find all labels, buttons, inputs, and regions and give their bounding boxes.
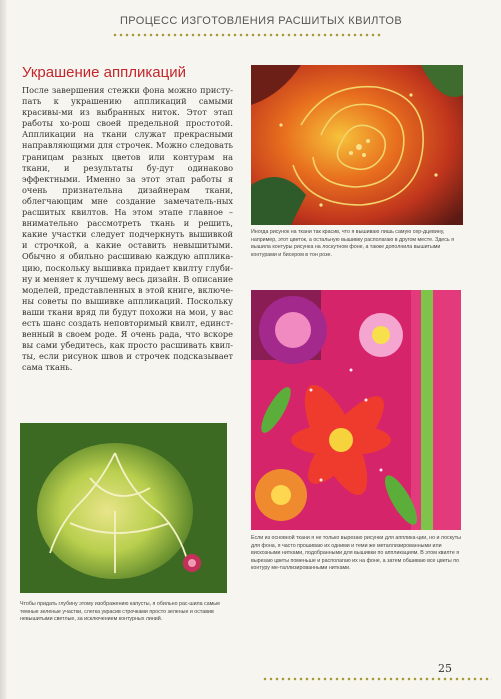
page-spine-shadow [0, 0, 7, 699]
header-dotted-rule [112, 33, 382, 37]
section-title: Украшение аппликаций [22, 64, 186, 81]
section-body-text: После завершения стежки фона можно присту-пать к украшению аппликаций самыми красивы-ми из выбранных ниток. Этот этап работы хо-рош своей предельной простотой. Аппликации на ткани служат прекрасными направляющими для строчек. Можно следовать границам разных цветов или контурам на ткани, и результаты бу-дут одинаково эффектными. Именно за этот этап работы я очень признательна дизайнерам ткани, облегчающим мне создание замечатель-ных расшитых квилтов. На этом этапе главное – внимательно рассмотреть ткань и решить, какие участки следует подчеркнуть вышивкой и строчкой, а какие оставить невышитыми. Обычно я обильно расшиваю каждую апплика-цию, поскольку вышивка придает квилту глуби-ну и меняет к лучшему весь дизайн. В описание моделей, представленных в этой книге, включе-ны советы по вышивке аппликаций. Поскольку ваши ткани вряд ли будут похожи на мои, у вас есть шанс создать неповторимый квилт, единст-венный в своем роде. Я очень рада, что вскоре вы сами убедитесь, как просто расшивать квил-ты, если рисунок швов и строчек подсказывает сама ткань. [22, 85, 233, 373]
cabbage-quilt-photo [20, 423, 227, 593]
floral-quilt-photo [251, 290, 461, 530]
cabbage-photo-caption: Чтобы придать глубину этому изображению капусты, я обильно рас-шила самые темные зеленые участки, слегка украсив строчками просто зеленые и оставив невышитыми светлые, за исключением контурных линий. [20, 601, 221, 623]
page-number: 25 [438, 662, 452, 675]
floral-photo-caption: Если из основной ткани я не только вырезаю рисунки для апплика-ции, но и лоскуты для фона, я часто прошиваю их одними и теми же металлизированными или вискозными нитками, подобранными для вышивки по аппликациям. В этом квилте я вырезаю цветы поменьше и располагаю их на фоне, а затем обшиваю все цветы по контуру ме-таллизированными нитками. [251, 535, 461, 572]
rose-quilt-photo [251, 65, 463, 225]
footer-dotted-rule [262, 677, 492, 681]
rose-photo-caption: Иногда рисунок на ткани так красив, что я вышиваю лишь самую сер-дцевину, например, этот цветок, а остальную вышивку располагаю в другом месте. Здесь я вышила контуры рисунка на лоскутном фоне, а также дополнила вышитыми контурами и бисером в тон розе. [251, 229, 455, 258]
running-header-title: ПРОЦЕСС ИЗГОТОВЛЕНИЯ РАСШИТЫХ КВИЛТОВ [120, 15, 403, 27]
